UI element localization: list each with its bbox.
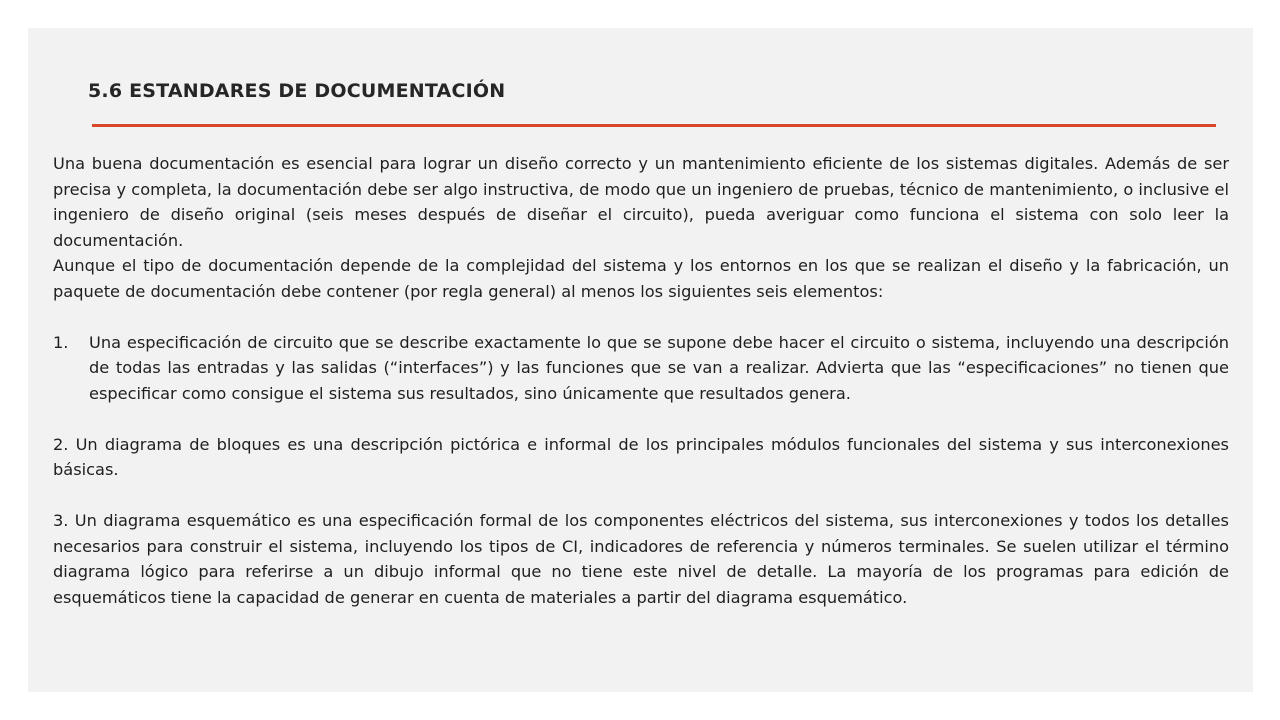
spacer	[53, 406, 1229, 432]
spacer	[53, 483, 1229, 509]
list-item-1	[53, 330, 1229, 407]
list-item-2: 2. Un diagrama de bloques es una descripción pictórica e informal de los principales módulos funcionales del sistema y sus interconexiones básicas.	[53, 434, 1229, 479]
list-item-text: Una especificación de circuito que se describe exactamente lo que se supone debe hacer el circuito o sistema, incluyendo una descripción de todas las entradas y las salidas (“interfaces”) y las funciones que se van a realizar. Advierta que las “especificaciones” no tienen que especificar como consigue el sistema sus resultados, sino únicamente que resultados genera.	[89, 332, 1229, 403]
list-item-3: 3. Un diagrama esquemático es una especificación formal de los componentes eléctricos del sistema, sus interconexiones y todos los detalles necesarios para construir el sistema, incluyendo los tipos de CI, indicadores de referencia y números terminales. Se suelen utilizar el término diagrama lógico para referirse a un dibujo informal que no tiene este nivel de detalle. La mayoría de los programas para edición de esquemáticos tiene la capacidad de generar en cuenta de materiales a partir del diagrama esquemático.	[53, 511, 1229, 607]
slide	[28, 28, 1253, 692]
paragraph-elements: Aunque el tipo de documentación depende de la complejidad del sistema y los entornos en los que se realizan el diseño y la fabricación, un paquete de documentación debe contener (por regla general) al menos los siguientes seis elementos:	[53, 256, 1229, 301]
paragraph-intro: Una buena documentación es esencial para lograr un diseño correcto y un mantenimiento eficiente de los sistemas digitales. Además de ser precisa y completa, la documentación debe ser algo instructiva, de modo que un ingeniero de pruebas, técnico de mantenimiento, o inclusive el ingeniero de diseño original (seis meses después de diseñar el circuito), pueda averiguar como funciona el sistema con solo leer la documentación.	[53, 154, 1229, 250]
slide-title: 5.6 ESTANDARES DE DOCUMENTACIÓN	[88, 80, 506, 102]
list-item-number: 1.	[53, 332, 69, 352]
spacer	[53, 304, 1229, 330]
title-underline	[92, 124, 1216, 127]
slide-body	[53, 151, 1229, 610]
